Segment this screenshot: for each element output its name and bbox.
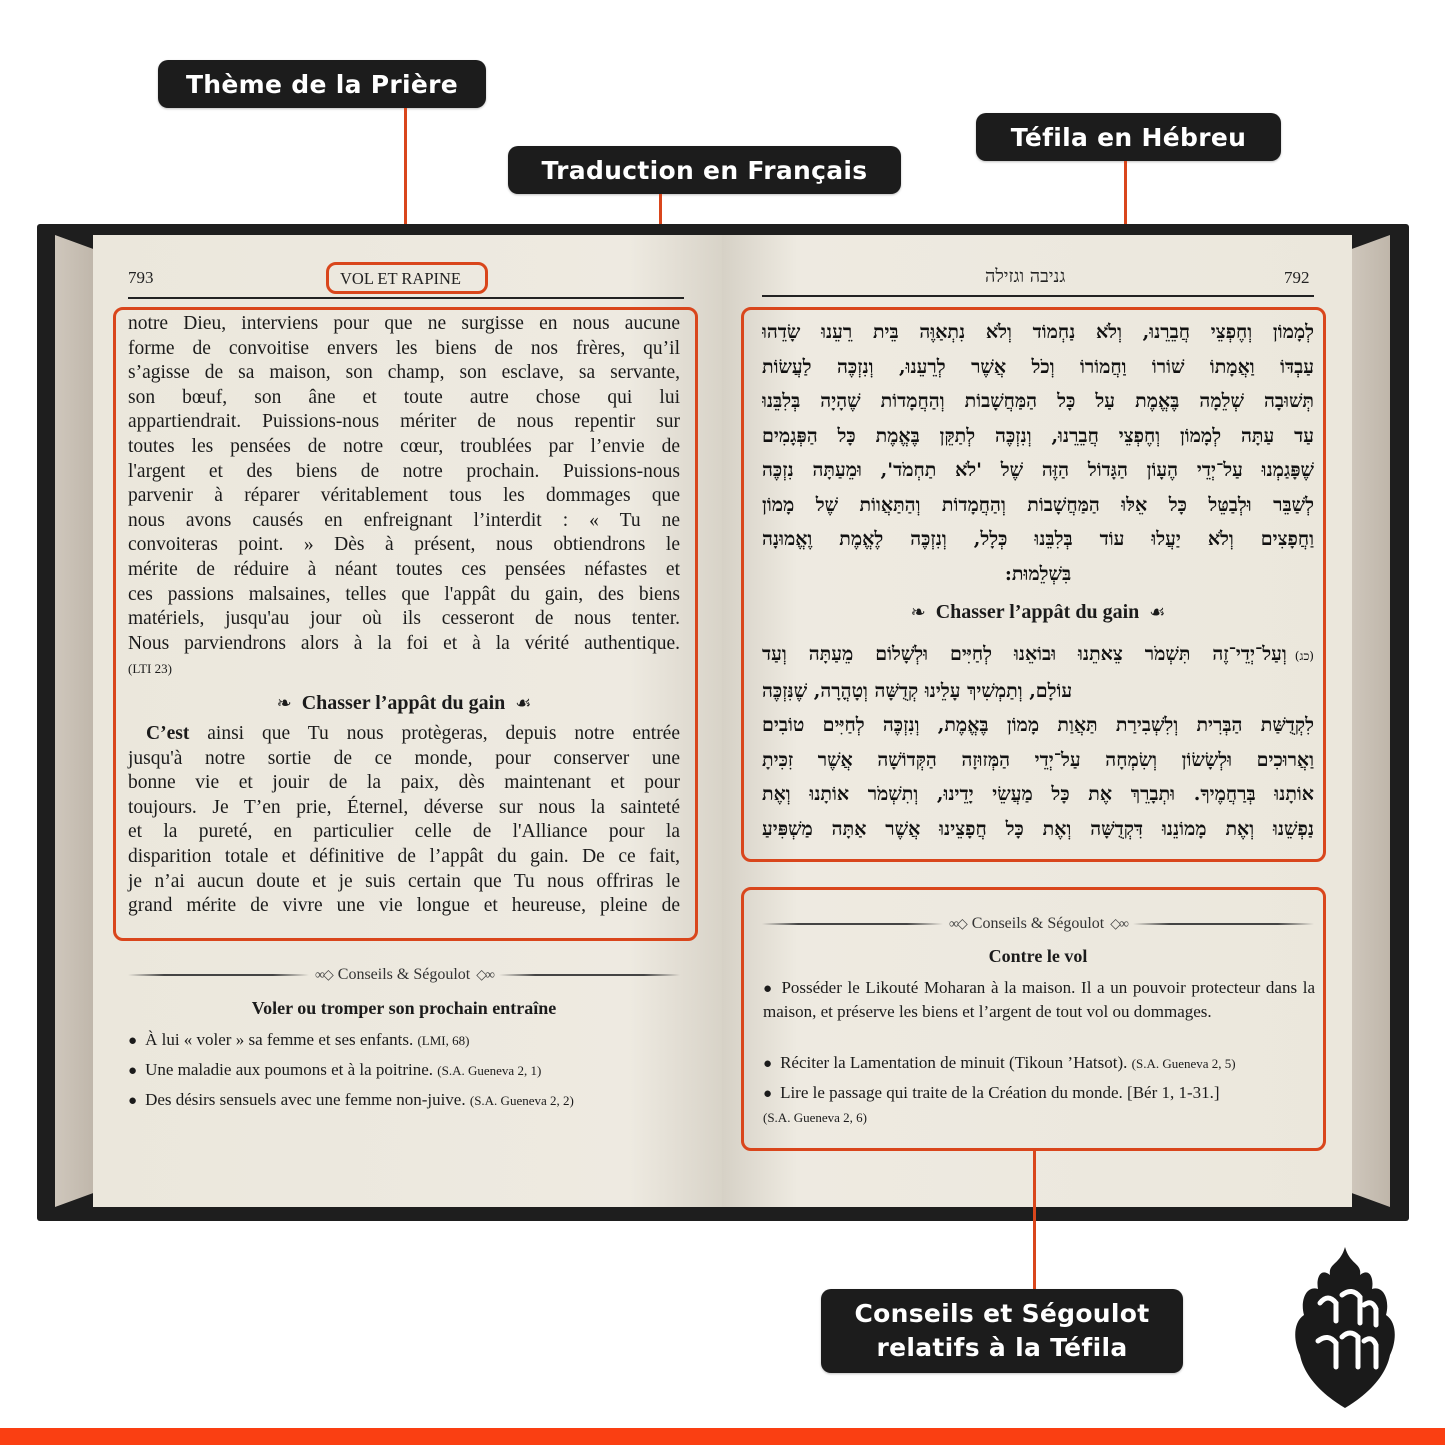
translation-line: Nous parviendrons alors à la foi et à la vérité authentique. <box>128 632 680 654</box>
translation-line: toujours. Je T’en prie, Éternel, déverse sur nous la sainteté <box>128 796 680 818</box>
translation-line: grand mérite de vivre une vie longue et heureuse, pleine de <box>128 895 680 917</box>
bullet-icon: ● <box>763 981 774 997</box>
hebrew-line: וַחֲפָצִים וְלֹא יַעֲלוּ עוֹד בְּלִבֵּנוּ כְּלָל, וְנִזְכֶּה לֶאֱמֶת וֶאֱמוּנָה <box>762 528 1314 550</box>
left-section-title-text: Chasser l’appât du gain <box>301 692 506 714</box>
translation-line: notre Dieu, interviens pour que ne surgisse en nous aucune <box>128 313 680 334</box>
right-running-title: גניבה וגזילה <box>985 266 1066 287</box>
hebrew-line: עוֹלָם, וְתַמְשִׁיךְ עָלֵינוּ קְדֻשָּׁה וְטָהֳרָה, שֶׁנִּזְכֶּה <box>762 679 1073 702</box>
left-page-edges <box>55 235 95 1207</box>
flourish-left-icon: ❧ <box>910 602 926 622</box>
translation-line-first <box>128 722 680 747</box>
flourish-right-icon: ☙ <box>1149 602 1166 622</box>
advice-source: (S.A. Gueneva 2, 6) <box>763 1109 867 1125</box>
verse-marker: (כג) <box>1294 649 1314 663</box>
right-advice-title: Contre le vol <box>988 946 1088 966</box>
hebrew-line: לְמָמוֹן וְחֶפְצֵי חֲבֵרֵנוּ, וְלֹא נַחְמוֹד וְלֹא נִתְאַוֶּה בֵּית רֵעֵנוּ שָׂדֵהוּ <box>762 321 1314 343</box>
flourish-right-icon: ☙ <box>515 693 532 713</box>
advice-text: Une maladie aux poumons et à la poitrine. <box>145 1060 434 1079</box>
right-advice-divider-label: Conseils & Ségoulot <box>971 915 1105 932</box>
divider-bar-left <box>128 974 309 976</box>
hebrew-line <box>762 637 1314 674</box>
ornament-left-icon: ∞◇ <box>315 967 332 983</box>
hebrew-line: תְּשׁוּבָה שְׁלֵמָה בֶּאֱמֶת עַל כָּל הַמַּחֲשָׁבוֹת וְהַחֲמָדוֹת שֶׁהָיָה בְּלִבֵּנוּ <box>762 390 1314 412</box>
advice-source: (S.A. Gueneva 2, 1) <box>437 1063 542 1078</box>
advice-text: Des désirs sensuels avec une femme non-juive. <box>145 1090 466 1109</box>
translation-line: toutes les pensées de notre cœur, troublées par l’envie de <box>128 435 680 457</box>
callout-translation <box>508 146 901 194</box>
callout-advice-line1: Conseils et Ségoulot <box>854 1299 1150 1328</box>
callout-advice-connector <box>1033 1151 1036 1291</box>
hebrew-line: עַבְדּוֹ וַאֲמָתוֹ שׁוֹרוֹ וַחֲמוֹרוֹ וְכֹל אֲשֶׁר לְרֵעֵנוּ, וְנִזְכֶּה לַעֲשׂוֹת <box>762 355 1314 378</box>
bullet-icon: ● <box>128 1093 138 1109</box>
right-advice-item <box>763 1052 1315 1076</box>
advice-source: (LMI, 68) <box>417 1033 470 1048</box>
translation-line: s’agisse de sa maison, son champ, son esclave, sa servante, <box>128 362 680 384</box>
hebrew-line: נַפְשֵׁנוּ וְאֶת מָמוֹנֵנוּ דִּקְדֻשָּׁה וְאֶת כָּל חֲפָצֵינוּ אֲשֶׁר אַתָּה מַשְׁפִּיעַ <box>762 817 1314 840</box>
hebrew-line: לְשַׁבֵּר וּלְבַטֵּל כָּל אֵלּוּ הַמַּחֲשָׁבוֹת וְהַחֲמָדוֹת וְהַתַּאֲווֹת שֶׁל מָמוֹן <box>762 493 1314 516</box>
ornament-right-icon: ◇∞ <box>1110 916 1127 932</box>
translation-line: son bœuf, son âne et toute autre chose qui lui <box>128 386 680 408</box>
translation-line: bonne vie et jouir de la paix, dès maintenant et pour <box>128 772 680 794</box>
right-advice-divider <box>762 915 1314 933</box>
translation-line: je n’ai aucun doute et je suis certain que Tu nous offriras le <box>128 870 680 892</box>
advice-text: Réciter la Lamentation de minuit (Tikoun ’Hatsot). <box>780 1053 1128 1072</box>
callout-hebrew-label: Téfila en Hébreu <box>1010 122 1247 152</box>
hebrew-line: עַד עַתָּה לְמָמוֹן וְחֶפְצֵי חֲבֵרֵנוּ, וְנִזְכֶּה לְתַקֵּן בֶּאֱמֶת כָּל הַפְּגָמִים <box>762 424 1314 447</box>
hebrew-prayer-block-2 <box>762 637 1314 846</box>
translation-line: forme de convoitise envers les biens de nos frères, qu’il <box>128 337 680 359</box>
bullet-icon: ● <box>763 1056 773 1072</box>
advice-source: (S.A. Gueneva 2, 5) <box>1131 1056 1236 1071</box>
translation-line: et la pureté, en particulier celle de l'Alliance pour la <box>128 821 680 843</box>
left-advice-item <box>128 1029 688 1053</box>
bullet-icon: ● <box>128 1063 138 1079</box>
hebrew-line-end: בִּשְׁלֵמוּת: <box>1004 562 1072 585</box>
left-advice-divider <box>128 966 680 984</box>
right-page-number: 792 <box>1284 268 1310 287</box>
translation-line: mérite de réduire à néant toutes ces pensées néfastes et <box>128 558 680 580</box>
translation-line: nous avons causés en enfreignant l’interdit : « Tu ne <box>128 509 680 531</box>
translation-reference: (LTI 23) <box>128 661 172 677</box>
left-advice-item <box>128 1059 688 1083</box>
translation-line: appartiendrait. Puissions-nous mériter de nous repentir sur <box>128 411 680 433</box>
ornament-left-icon: ∞◇ <box>949 916 966 932</box>
dropcap-word: C’est <box>146 723 190 744</box>
translation-line: l'argent et des biens de notre prochain. Puissions-nous <box>128 460 680 482</box>
left-advice-divider-label: Conseils & Ségoulot <box>337 966 471 983</box>
right-section-title <box>762 601 1314 624</box>
ornament-right-icon: ◇∞ <box>476 967 493 983</box>
left-section-title <box>128 692 680 715</box>
left-running-title: VOL ET RAPINE <box>340 269 461 288</box>
left-advice-item <box>128 1089 688 1113</box>
left-advice-title: Voler ou tromper son prochain entraîne <box>251 998 557 1018</box>
hebrew-line-text: וְעַל־יְדֵי־זֶה תִּשְׁמֹר צֵאתֵנוּ וּבוֹאֵנוּ לְחַיִּים וּלְשָׁלוֹם מֵעַתָּה וְעַד <box>762 643 1287 665</box>
advice-text: Posséder le Likouté Moharan à la maison. Il a un pouvoir protecteur dans la maison, et préserve les biens et l’argent de tout vol ou dommages. <box>763 978 1315 1021</box>
bottom-accent-bar <box>0 1428 1445 1445</box>
flourish-left-icon: ❧ <box>276 693 292 713</box>
translation-line: ces passions malsaines, telles que l'appât du gain, des biens <box>128 583 680 605</box>
callout-theme <box>158 60 486 108</box>
translation-paragraph-2 <box>128 722 680 919</box>
translation-line: matériels, jusqu'au jour où ils cesseront de nous tenter. <box>128 608 680 630</box>
translation-line: jusqu'à notre sortie de ce monde, pour conserver une <box>128 747 680 769</box>
translation-line: convoiteras point. » Dès à présent, nous obtiendrons le <box>128 534 680 556</box>
hebrew-line: שֶׁפָּגַמְנוּ עַל־יְדֵי הֶעָוֹן הַגָּדוֹל הַזֶּה שֶׁל 'לֹא תַחְמֹד', וּמֵעַתָּה נִזְכֶּה <box>762 459 1314 481</box>
hebrew-line: אוֹתָנוּ בְּרַחֲמֶיךָ. וּתְבָרֵךְ אֶת כָּל מַעֲשֵׂי יָדֵינוּ, וְתִשְׁמֹר אוֹתָנוּ וְאֶת <box>762 783 1314 805</box>
right-section-title-text: Chasser l’appât du gain <box>935 601 1140 623</box>
callout-advice-line2: relatifs à la Téfila <box>876 1333 1128 1362</box>
hebrew-prayer-block-1 <box>762 315 1314 591</box>
translation-paragraph-1 <box>128 312 680 682</box>
divider-bar-right <box>499 974 680 976</box>
left-header-rule <box>128 297 684 299</box>
right-header-rule <box>762 295 1314 297</box>
right-advice-item <box>763 1082 1315 1129</box>
divider-bar-left <box>762 923 943 925</box>
callout-advice <box>821 1289 1183 1373</box>
callout-hebrew <box>976 113 1281 161</box>
callout-translation-label: Traduction en Français <box>541 155 868 185</box>
right-page-edges <box>1350 235 1390 1207</box>
left-page-number: 793 <box>128 268 154 287</box>
hebrew-line: וַאֲרוּכִים וּלְשָׂשׂוֹן וְשִׂמְחָה עַל־יְדֵי הַמְּזוּזָה הַקְּדוֹשָׁה אֲשֶׁר זִכִּיתָ <box>762 748 1314 771</box>
translation-line: ainsi que Tu nous protègeras, depuis notre entrée <box>189 723 680 744</box>
hebrew-line: לִקְדֻשַּׁת הַבְּרִית וְלִשְׁבִירַת תַּאֲוַת מָמוֹן בֶּאֱמֶת, וְנִזְכֶּה לְחַיִּים טוֹבִים <box>762 714 1314 736</box>
advice-text: Lire le passage qui traite de la Création du monde. [Bér 1, 1-31.] <box>780 1083 1220 1102</box>
flame-hebrew-logo-icon <box>1290 1245 1400 1410</box>
bullet-icon: ● <box>763 1086 773 1102</box>
advice-text: À lui « voler » sa femme et ses enfants. <box>145 1030 414 1049</box>
callout-theme-label: Thème de la Prière <box>185 69 459 99</box>
divider-bar-right <box>1133 923 1314 925</box>
advice-source: (S.A. Gueneva 2, 2) <box>469 1093 574 1108</box>
translation-line: disparition totale et définitive de l’appât du gain. De ce fait, <box>128 845 680 867</box>
translation-line: parvenir à réparer véritablement tous les dommages que <box>128 485 680 507</box>
bullet-icon: ● <box>128 1033 138 1049</box>
right-advice-item <box>763 977 1315 1023</box>
